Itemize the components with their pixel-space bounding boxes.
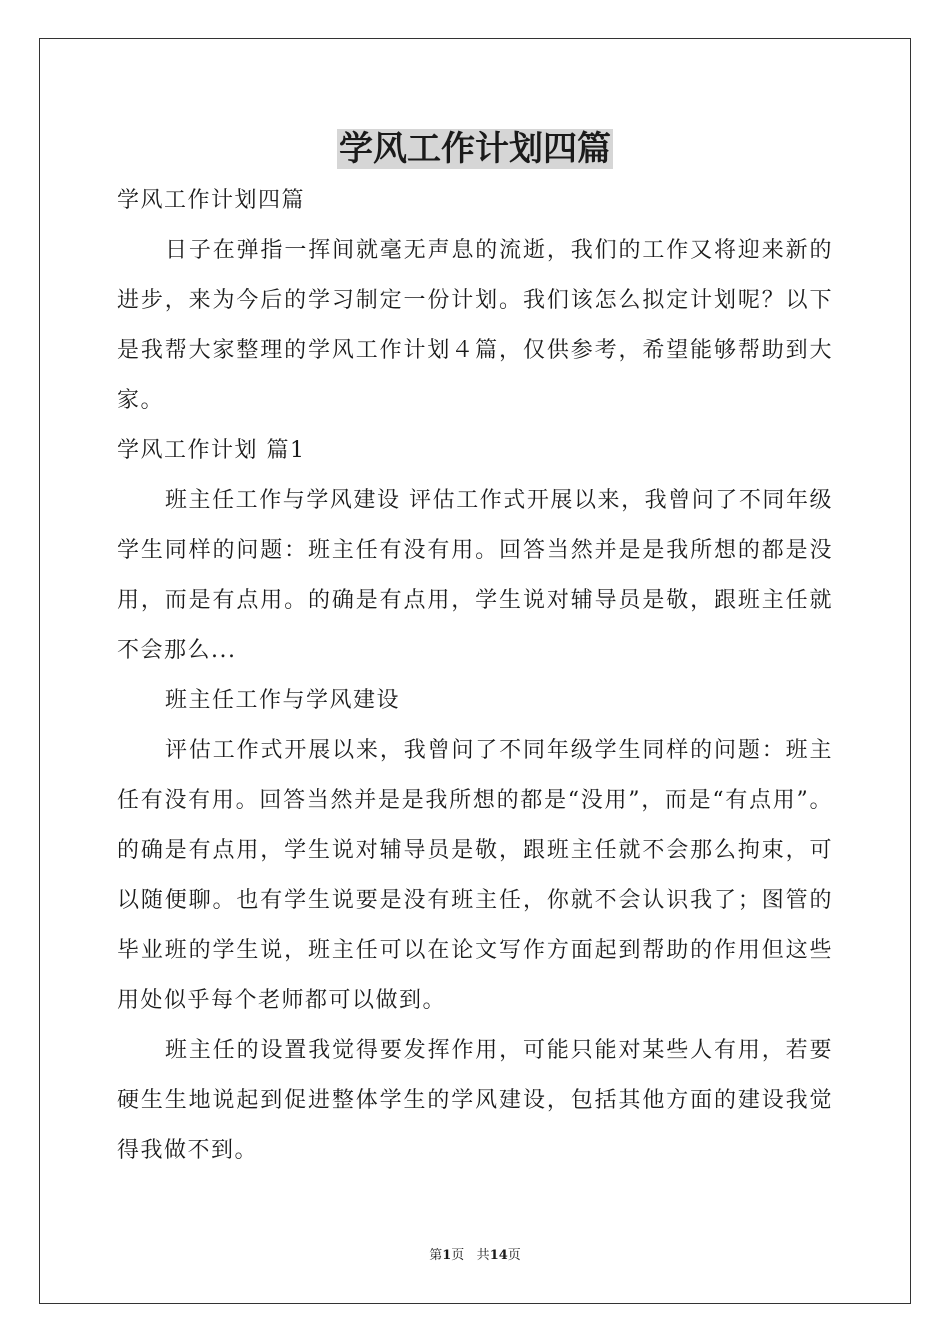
section-heading-1: 学风工作计划 篇1 xyxy=(117,438,306,463)
page-suffix: 页 xyxy=(451,1248,465,1263)
page-prefix: 第 xyxy=(429,1248,443,1263)
document-body xyxy=(117,176,833,1176)
document-title xyxy=(0,126,950,172)
total-suffix: 页 xyxy=(507,1248,521,1263)
paragraph-summary: 班主任工作与学风建设 评估工作式开展以来，我曾问了不同年级学生同样的问题：班主任有没有用。回答当然并是是我所想的都是没用，而是有点用。的确是有点用，学生说对辅导员是敬，跟班主任就不会那么... xyxy=(117,488,833,663)
page-number: 1 xyxy=(442,1248,452,1263)
paragraph-body-1: 评估工作式开展以来，我曾问了不同年级学生同样的问题：班主任有没有用。回答当然并是是我所想的都是“没用”，而是“有点用”。的确是有点用，学生说对辅导员是敬，跟班主任就不会那么拘束，可以随便聊。也有学生说要是没有班主任，你就不会认识我了；图管的毕业班的学生说，班主任可以在论文写作方面起到帮助的作用但这些用处似乎每个老师都可以做到。 xyxy=(117,738,833,1013)
paragraph-subtitle: 学风工作计划四篇 xyxy=(117,188,306,213)
total-pages: 14 xyxy=(489,1248,508,1263)
page-footer xyxy=(0,1247,950,1265)
paragraph-subheading: 班主任工作与学风建设 xyxy=(165,688,401,713)
paragraph-intro: 日子在弹指一挥间就毫无声息的流逝，我们的工作又将迎来新的进步，来为今后的学习制定一份计划。我们该怎么拟定计划呢？以下是我帮大家整理的学风工作计划４篇，仅供参考，希望能够帮助到大家。 xyxy=(117,238,833,413)
document-title-text: 学风工作计划四篇 xyxy=(339,129,611,169)
paragraph-body-2: 班主任的设置我觉得要发挥作用，可能只能对某些人有用，若要硬生生地说起到促进整体学生的学风建设，包括其他方面的建设我觉得我做不到。 xyxy=(117,1038,833,1163)
total-prefix: 共 xyxy=(476,1248,490,1263)
